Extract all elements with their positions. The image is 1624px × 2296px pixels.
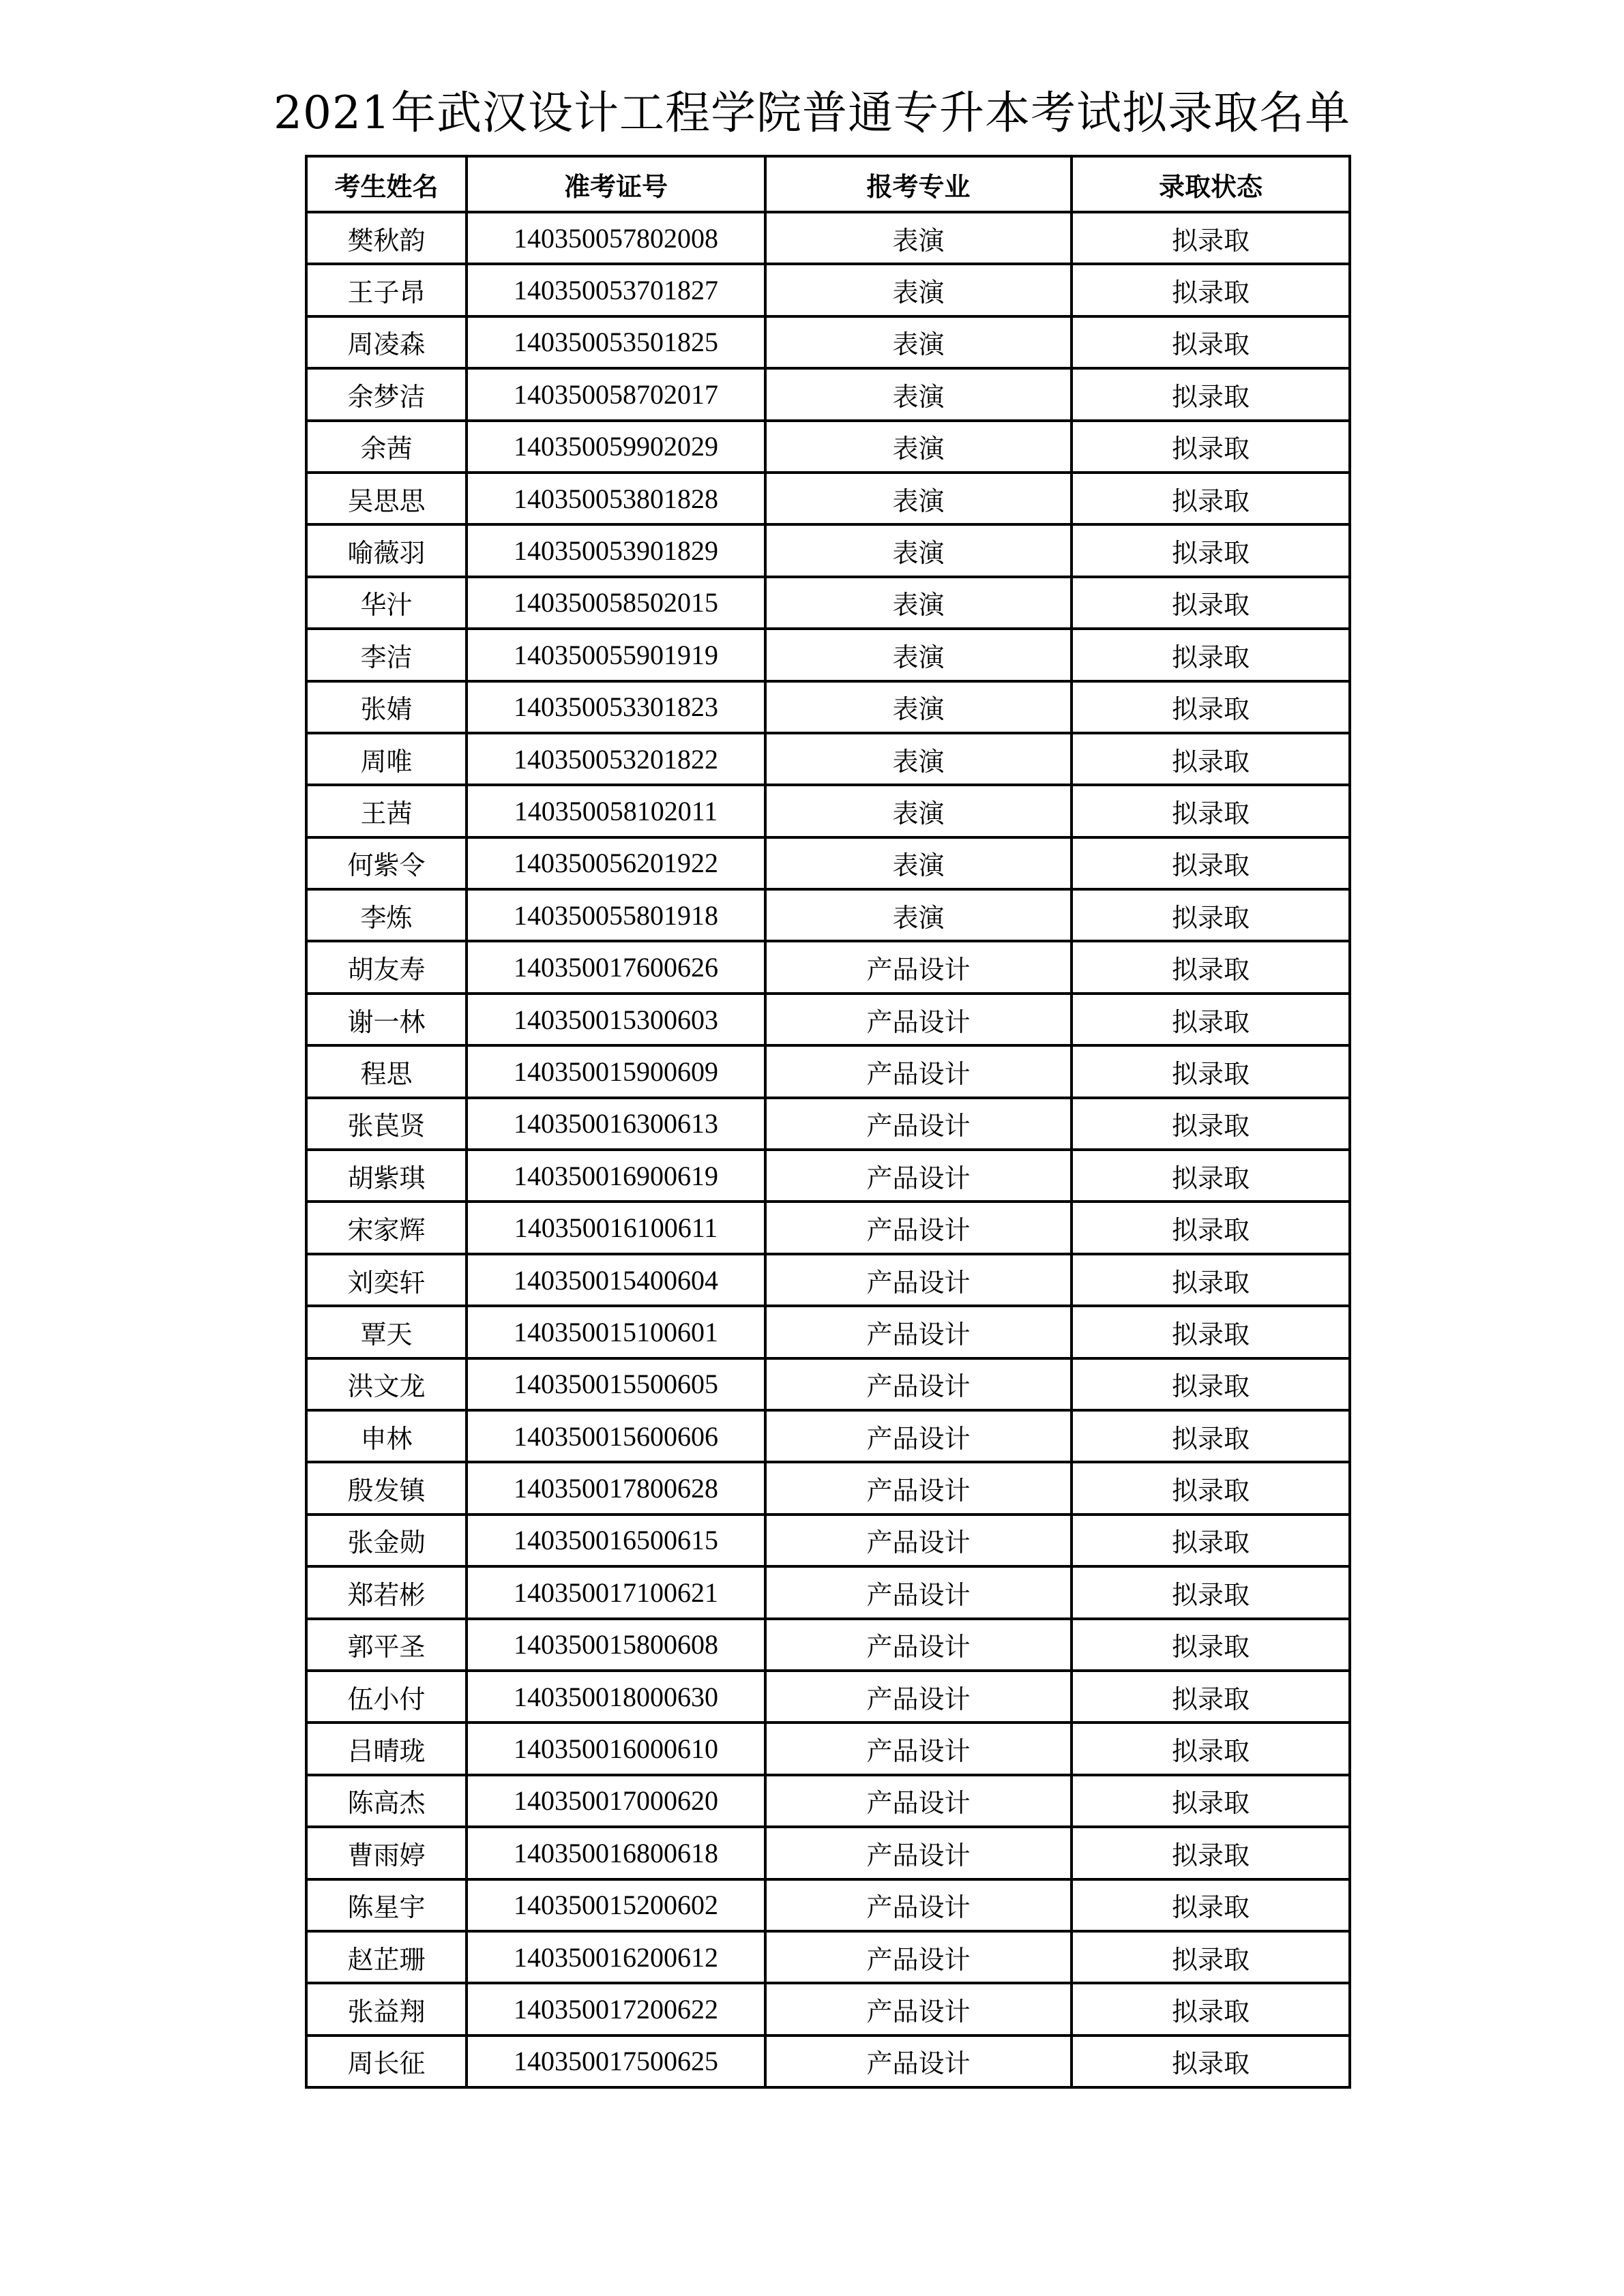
cell-name: 赵芷珊 [306,1931,467,1983]
table-row [306,524,1350,576]
cell-major: 产品设计 [765,1358,1072,1410]
cell-name: 王茜 [306,785,467,837]
cell-name: 何紫令 [306,837,467,889]
table-row [306,316,1350,368]
cell-exam-id: 140350015800608 [467,1619,765,1671]
cell-status: 拟录取 [1072,2036,1350,2087]
table-row [306,1827,1350,1879]
cell-major: 产品设计 [765,2036,1072,2087]
cell-major: 表演 [765,577,1072,629]
cell-major: 表演 [765,837,1072,889]
cell-major: 产品设计 [765,1723,1072,1774]
table-row [306,629,1350,681]
cell-name: 覃天 [306,1306,467,1358]
cell-major: 表演 [765,264,1072,316]
cell-exam-id: 140350015200602 [467,1879,765,1931]
cell-major: 产品设计 [765,1775,1072,1827]
cell-major: 表演 [765,524,1072,576]
cell-exam-id: 140350058102011 [467,785,765,837]
cell-major: 产品设计 [765,1410,1072,1462]
cell-status: 拟录取 [1072,837,1350,889]
cell-exam-id: 140350015500605 [467,1358,765,1410]
table-row [306,1671,1350,1723]
table-row [306,1879,1350,1931]
table-row [306,733,1350,785]
cell-status: 拟录取 [1072,1671,1350,1723]
cell-exam-id: 140350017100621 [467,1566,765,1618]
cell-exam-id: 140350017200622 [467,1983,765,2035]
cell-exam-id: 140350016800618 [467,1827,765,1879]
header-name: 考生姓名 [306,156,467,212]
cell-name: 张益翔 [306,1983,467,2035]
cell-name: 郭平圣 [306,1619,467,1671]
cell-status: 拟录取 [1072,1462,1350,1514]
cell-major: 产品设计 [765,1619,1072,1671]
cell-major: 表演 [765,421,1072,473]
cell-name: 周长征 [306,2036,467,2087]
table-row [306,1775,1350,1827]
table-row [306,681,1350,733]
cell-exam-id: 140350015600606 [467,1410,765,1462]
cell-major: 产品设计 [765,1671,1072,1723]
cell-name: 程思 [306,1045,467,1097]
cell-major: 产品设计 [765,1150,1072,1202]
cell-exam-id: 140350053201822 [467,733,765,785]
cell-name: 宋家辉 [306,1202,467,1253]
table-row [306,1931,1350,1983]
table-row [306,1515,1350,1566]
cell-exam-id: 140350055901919 [467,629,765,681]
cell-name: 喻薇羽 [306,524,467,576]
cell-major: 产品设计 [765,1983,1072,2035]
cell-status: 拟录取 [1072,1723,1350,1774]
cell-major: 产品设计 [765,1827,1072,1879]
cell-status: 拟录取 [1072,1515,1350,1566]
cell-major: 产品设计 [765,1515,1072,1566]
table-row [306,421,1350,473]
cell-name: 吴思思 [306,473,467,524]
table-row [306,368,1350,420]
cell-name: 周唯 [306,733,467,785]
cell-major: 表演 [765,681,1072,733]
cell-name: 李洁 [306,629,467,681]
cell-status: 拟录取 [1072,889,1350,941]
cell-status: 拟录取 [1072,1306,1350,1358]
table-row [306,1254,1350,1306]
table-row [306,1358,1350,1410]
table-body [306,212,1350,2087]
table-row [306,473,1350,524]
cell-major: 表演 [765,733,1072,785]
cell-major: 产品设计 [765,1098,1072,1150]
cell-major: 产品设计 [765,1306,1072,1358]
cell-status: 拟录取 [1072,524,1350,576]
table-row [306,1462,1350,1514]
cell-name: 殷发镇 [306,1462,467,1514]
cell-major: 产品设计 [765,1202,1072,1253]
cell-name: 王子昂 [306,264,467,316]
table-row [306,889,1350,941]
cell-exam-id: 140350057802008 [467,212,765,264]
cell-exam-id: 140350016000610 [467,1723,765,1774]
cell-status: 拟录取 [1072,473,1350,524]
cell-status: 拟录取 [1072,577,1350,629]
cell-major: 产品设计 [765,1254,1072,1306]
admission-table [305,155,1351,2089]
table-row [306,1045,1350,1097]
cell-status: 拟录取 [1072,1775,1350,1827]
cell-exam-id: 140350016300613 [467,1098,765,1150]
cell-exam-id: 140350055801918 [467,889,765,941]
cell-major: 表演 [765,889,1072,941]
cell-name: 张婧 [306,681,467,733]
cell-status: 拟录取 [1072,1150,1350,1202]
cell-name: 胡友寿 [306,941,467,993]
cell-status: 拟录取 [1072,1931,1350,1983]
cell-name: 张苠贤 [306,1098,467,1150]
document-title: 2021年武汉设计工程学院普通专升本考试拟录取名单 [274,87,1350,139]
cell-major: 表演 [765,212,1072,264]
cell-major: 表演 [765,629,1072,681]
cell-status: 拟录取 [1072,994,1350,1045]
cell-status: 拟录取 [1072,1566,1350,1618]
cell-status: 拟录取 [1072,368,1350,420]
cell-status: 拟录取 [1072,264,1350,316]
cell-name: 余茜 [306,421,467,473]
cell-name: 胡紫琪 [306,1150,467,1202]
cell-exam-id: 140350015300603 [467,994,765,1045]
header-status: 录取状态 [1072,156,1350,212]
cell-name: 洪文龙 [306,1358,467,1410]
table-row [306,1202,1350,1253]
cell-exam-id: 140350059902029 [467,421,765,473]
cell-name: 陈星宇 [306,1879,467,1931]
table-row [306,1098,1350,1150]
cell-exam-id: 140350017800628 [467,1462,765,1514]
cell-exam-id: 140350018000630 [467,1671,765,1723]
table-row [306,1150,1350,1202]
cell-status: 拟录取 [1072,1098,1350,1150]
cell-status: 拟录取 [1072,785,1350,837]
table-row [306,1566,1350,1618]
header-exam-id: 准考证号 [467,156,765,212]
cell-exam-id: 140350016900619 [467,1150,765,1202]
cell-status: 拟录取 [1072,212,1350,264]
table-row [306,785,1350,837]
cell-name: 谢一林 [306,994,467,1045]
cell-name: 申林 [306,1410,467,1462]
cell-exam-id: 140350058502015 [467,577,765,629]
cell-major: 产品设计 [765,1045,1072,1097]
table-row [306,994,1350,1045]
cell-name: 刘奕轩 [306,1254,467,1306]
cell-exam-id: 140350017500625 [467,2036,765,2087]
cell-exam-id: 140350058702017 [467,368,765,420]
cell-status: 拟录取 [1072,1827,1350,1879]
cell-status: 拟录取 [1072,1983,1350,2035]
cell-status: 拟录取 [1072,1045,1350,1097]
cell-status: 拟录取 [1072,629,1350,681]
cell-name: 伍小付 [306,1671,467,1723]
cell-name: 曹雨婷 [306,1827,467,1879]
cell-status: 拟录取 [1072,316,1350,368]
cell-exam-id: 140350016100611 [467,1202,765,1253]
cell-name: 陈高杰 [306,1775,467,1827]
cell-exam-id: 140350053801828 [467,473,765,524]
cell-status: 拟录取 [1072,1358,1350,1410]
cell-exam-id: 140350053901829 [467,524,765,576]
cell-exam-id: 140350015100601 [467,1306,765,1358]
cell-major: 表演 [765,473,1072,524]
cell-name: 余梦洁 [306,368,467,420]
table-header-row [306,156,1350,212]
cell-exam-id: 140350053701827 [467,264,765,316]
cell-exam-id: 140350056201922 [467,837,765,889]
cell-major: 产品设计 [765,1931,1072,1983]
cell-exam-id: 140350017000620 [467,1775,765,1827]
cell-exam-id: 140350016200612 [467,1931,765,1983]
cell-name: 华汁 [306,577,467,629]
cell-status: 拟录取 [1072,1254,1350,1306]
cell-status: 拟录取 [1072,1202,1350,1253]
cell-major: 产品设计 [765,1879,1072,1931]
cell-major: 表演 [765,368,1072,420]
cell-status: 拟录取 [1072,1619,1350,1671]
cell-status: 拟录取 [1072,1879,1350,1931]
cell-exam-id: 140350017600626 [467,941,765,993]
cell-name: 周凌森 [306,316,467,368]
header-major: 报考专业 [765,156,1072,212]
cell-name: 樊秋韵 [306,212,467,264]
cell-major: 表演 [765,316,1072,368]
table-row [306,1619,1350,1671]
cell-exam-id: 140350053301823 [467,681,765,733]
cell-major: 产品设计 [765,1462,1072,1514]
table-row [306,1723,1350,1774]
cell-exam-id: 140350015900609 [467,1045,765,1097]
cell-exam-id: 140350015400604 [467,1254,765,1306]
table-row [306,1983,1350,2035]
cell-status: 拟录取 [1072,941,1350,993]
cell-major: 产品设计 [765,941,1072,993]
cell-major: 产品设计 [765,1566,1072,1618]
cell-exam-id: 140350016500615 [467,1515,765,1566]
cell-name: 郑若彬 [306,1566,467,1618]
cell-exam-id: 140350053501825 [467,316,765,368]
table-row [306,1410,1350,1462]
table-row [306,2036,1350,2087]
cell-major: 表演 [765,785,1072,837]
cell-name: 李炼 [306,889,467,941]
cell-major: 产品设计 [765,994,1072,1045]
table-row [306,212,1350,264]
cell-name: 张金勋 [306,1515,467,1566]
cell-status: 拟录取 [1072,421,1350,473]
table-row [306,1306,1350,1358]
table-row [306,577,1350,629]
cell-status: 拟录取 [1072,681,1350,733]
table-row [306,264,1350,316]
cell-name: 吕晴珑 [306,1723,467,1774]
cell-status: 拟录取 [1072,733,1350,785]
table-row [306,837,1350,889]
table-row [306,941,1350,993]
cell-status: 拟录取 [1072,1410,1350,1462]
